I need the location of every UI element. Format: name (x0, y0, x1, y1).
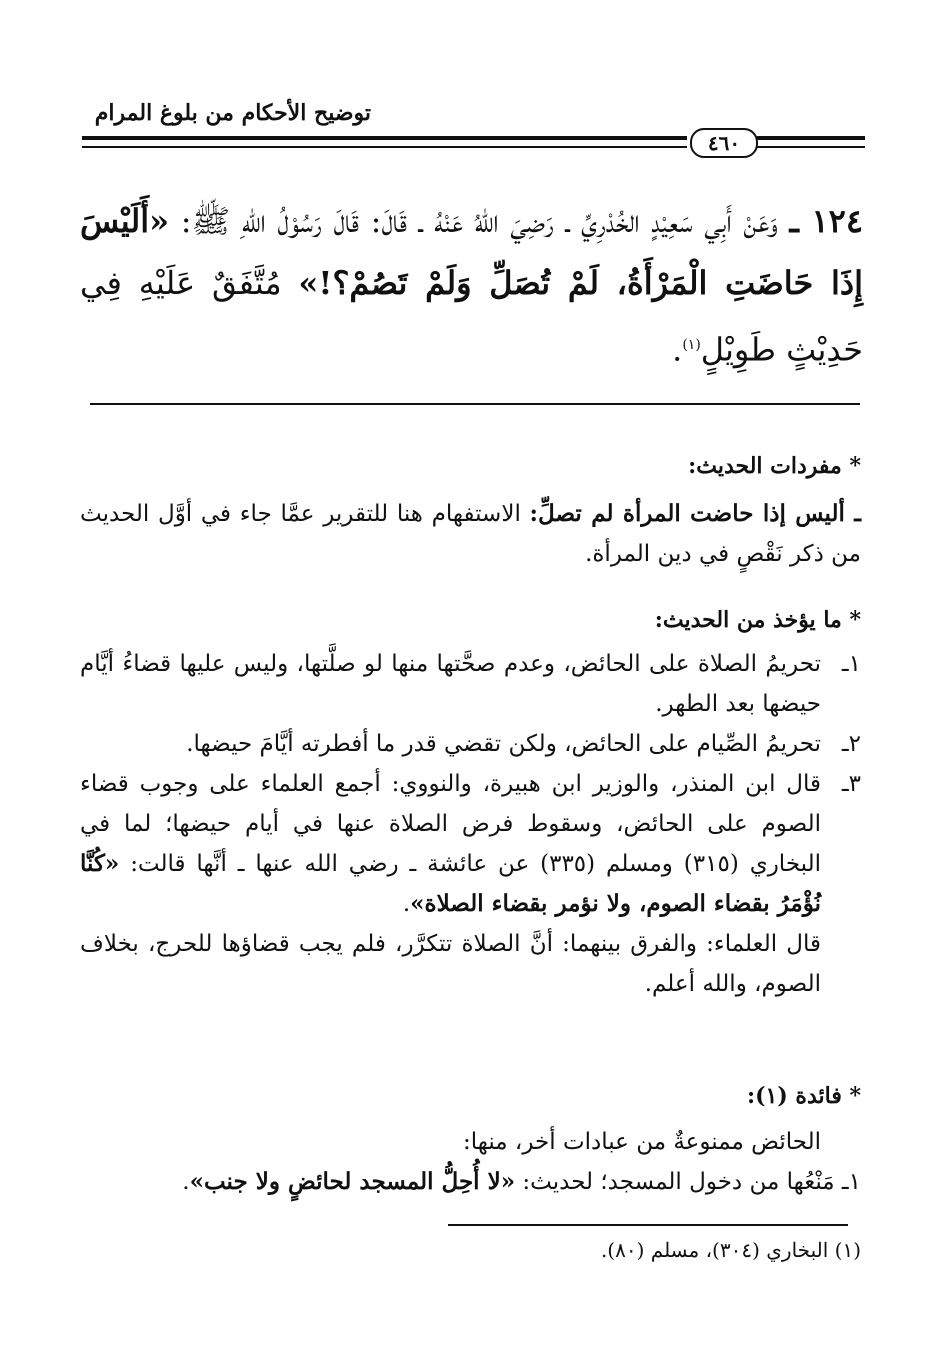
footnote-divider (448, 1224, 848, 1226)
list-item-number: ٣ـ (841, 771, 861, 797)
hadith-quote: «أَلَيْسَ إِذَا حَاضَتِ الْمَرْأَةُ، لَمْ تُصَلِّ وَلَمْ تَصُمْ؟!» (80, 202, 864, 302)
header-rule (757, 146, 865, 148)
vocab-text: الاستفهام هنا للتقرير عمَّا جاء في أوَّل الحديث من ذكر نَقْصٍ في دين المرأة. (80, 501, 861, 567)
footnote (601, 1238, 861, 1262)
benefit-item-number: ١ (848, 1169, 861, 1195)
vocab-term: ـ أليس إذا حاضت المرأة لم تصلِّ: (529, 500, 862, 527)
benefit-item-quote: «لا أُحِلُّ المسجد لحائضٍ ولا جنب» (189, 1168, 516, 1195)
hadith-intro: وَعَنْ أَبِي سَعِيْدٍ الخُدْرِيِّ ـ رَضِيَ اللهُ عَنْهُ ـ قَالَ: قَالَ رَسُوْلُ اللهِ ﷺ: (180, 202, 778, 240)
benefit-heading: * فائدة (١): (746, 1083, 861, 1109)
list-item (80, 764, 861, 924)
vocab-heading: * مفردات الحديث: (688, 453, 861, 479)
benefit-section (80, 1076, 861, 1202)
list-item-quote: «كُنَّا نُؤْمَرُ بقضاء الصوم، ولا نؤمر بقضاء الصلاة» (80, 850, 821, 917)
list-item-text: تحريمُ الصِّيام على الحائض، ولكن تقضي قدر ما أفطرته أيَّامَ حيضها. (186, 731, 821, 757)
scholars-note: قال العلماء: والفرق بينهما: أنَّ الصلاة تتكرَّر، فلم يجب قضاؤها للحرج، بخلاف الصوم، والله أعلم. (80, 931, 821, 997)
benefit-item (80, 1162, 861, 1202)
benefit-intro: الحائض ممنوعةٌ من عبادات أخر، منها: (462, 1129, 821, 1155)
hadith-end: . (672, 330, 683, 369)
header-rule (82, 136, 687, 140)
benefit-item-text: ـ مَنْعُها من دخول المسجد؛ لحديث: (522, 1169, 849, 1195)
page-number: ٤٦٠ (690, 128, 758, 158)
running-title: توضيح الأحكام من بلوغ المرام (94, 100, 371, 126)
header-rule (82, 146, 687, 148)
list-item-number: ٢ـ (841, 731, 861, 757)
footnote-marker: (١) (834, 1238, 861, 1262)
hadith-number: ١٢٤ ـ (789, 202, 864, 240)
footnote-text: البخاري (٣٠٤)، مسلم (٨٠). (600, 1238, 829, 1262)
benefit-item-end: . (182, 1169, 190, 1195)
hadith-closing: مُتَّفَقٌ عَلَيْهِ فِي حَدِيْثٍ طَوِيْلٍ (80, 264, 863, 369)
list-item-end: . (402, 891, 411, 917)
lessons-section (80, 600, 861, 1004)
hadith-text (80, 190, 863, 381)
list-item (80, 724, 861, 764)
list-item-body: قال ابن المنذر، والوزير ابن هبيرة، والنووي: أجمع العلماء على وجوب قضاء الصوم على الحائض، وسقوط فرض الصلاة عنها في أيام حيضها؛ لما في البخاري (٣١٥) ومسلم (٣٣٥) عن عائشة ـ رضي الله عنها ـ أنَّها قالت: (80, 771, 821, 877)
vocab-section (80, 446, 861, 574)
section-divider (90, 403, 860, 405)
footnote-ref: (١) (682, 337, 701, 353)
list-item-text: تحريمُ الصلاة على الحائض، وعدم صحَّتها منها لو صلَّتها، وليس عليها قضاءُ أيَّام حيضها بعد الطهر. (80, 651, 821, 717)
list-item-number: ١ـ (841, 651, 861, 677)
list-item (80, 644, 861, 724)
header-rule (757, 136, 865, 140)
list-item-text (80, 764, 821, 924)
lessons-heading: * ما يؤخذ من الحديث: (654, 607, 861, 633)
vocab-entry (80, 494, 861, 574)
